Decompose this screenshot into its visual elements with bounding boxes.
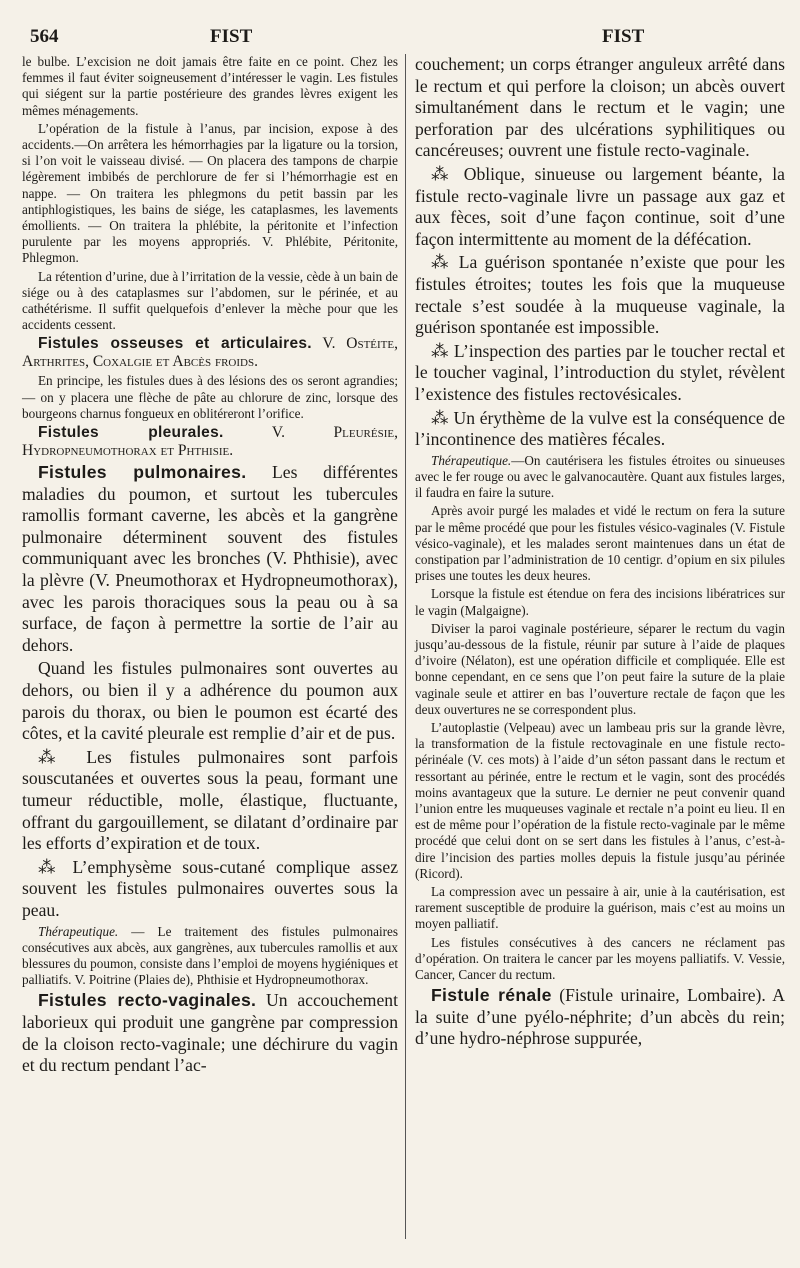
section-label: Thérapeutique.: [38, 923, 119, 939]
section-label: Thérapeutique.: [431, 452, 512, 468]
entry-text: V. Ostéite, Arthrites, Coxalgie et Abcès froids.: [22, 335, 398, 371]
entry-text: V. Pleurésie, Hydropneumothorax et Phthisie.: [22, 424, 398, 460]
entry-heading: Fistules osseuses et articulaires.: [38, 335, 312, 353]
header-left-title: FIST: [210, 26, 253, 47]
paragraph: ⁂ Oblique, sinueuse ou largement béante, la fistule recto-vaginale livre un passage aux gaz et aux fèces, soit d’une façon continue, soit d’une façon intermittente au moment de la défécation.: [415, 163, 785, 249]
paragraph: ⁂ L’emphysème sous-cutané complique assez souvent les fistules pulmonaires ouvertes sous la peau.: [22, 856, 398, 920]
paragraph: le bulbe. L’excision ne doit jamais être faite en ce point. Chez les femmes il faut éviter soigneusement d’intéresser le vagin. Les fistules qui siégent sur la partie postérieure des grandes lèvres exigent les mêmes ménagements.: [22, 54, 398, 118]
paragraph: L’autoplastie (Velpeau) avec un lambeau pris sur la grande lèvre, la transformation de la fistule rectovaginale en une fistule recto-périnéale (V. ces mots) à l’aide d’un séton passant dans le rectum et ressortant au périnée, entre le rectum et le vagin, sont des procédés moins avantageux que la suture. Le dernier ne peut convenir quand l’union entre les muqueuses vaginale et rectale n’a point eu lieu. Il en est de même pour l’opération de la fistule recto-vaginale par le même procédé que celui dont on se sert dans les fistules à l’anus, c’est-à-dire l’incision des parties molles depuis la fistule jusqu’au périnée (Ricord).: [415, 719, 785, 881]
section-text: —On cautérisera les fistules étroites ou sinueuses avec le fer rouge ou avec le galvanocautère. Quant aux fistules larges, il faudra en faire la suture.: [415, 452, 785, 501]
header-right-title: FIST: [602, 26, 645, 47]
entry-text: Les différentes maladies du poumon, et surtout les tubercules ramollis formant caverne, les abcès et la gangrène pulmonaire déterminent souvent des fistules communiquant avec les bronches (V. Phthisie), avec la plèvre (V. Pneumothorax et Hydropneumothorax), avec les parois thoraciques sous la peau ou à sa surface, de façon à permettre la sortie de l’air au dehors.: [22, 462, 399, 655]
entry-text: (Fistule urinaire, Lombaire). A la suite d’une pyélo-néphrite; d’un abcès du rein; d’une hydro-néphrose suppurée,: [415, 985, 786, 1049]
entry-text: Un accouchement laborieux qui produit une gangrène par compression de la cloison recto-vaginale; une déchirure du vagin et du rectum pendant l’ac-: [22, 990, 398, 1076]
paragraph: En principe, les fistules dues à des lésions des os seront agrandies; — on y placera une flèche de pâte au chlorure de zinc, lorsque des bourgeons charnus fongueux en oblitéreront l’orifice.: [22, 373, 398, 421]
paragraph: Après avoir purgé les malades et vidé le rectum on fera la suture par le même procédé que pour les fistules vésico-vaginales (V. Fistule vésico-vaginale), et les malades seront maintenues dans un état de constipation par l’administration de 10 centigr. d’opium en six pilules prises une toutes les deux heures.: [415, 503, 785, 584]
page-number: 564: [30, 26, 59, 47]
entry-heading: Fistules pulmonaires.: [38, 462, 247, 483]
paragraph: ⁂ L’inspection des parties par le toucher rectal et le toucher vaginal, l’introduction du stylet, révèlent l’existence des fistules rectovésicales.: [415, 340, 785, 404]
entry-pulmonaires: [22, 462, 398, 656]
paragraph: La rétention d’urine, due à l’irritation de la vessie, cède à un bain de siége ou à des cataplasmes sur l’abdomen, sur le périnée, et au cathétérisme. Il suffit quelquefois d’enlever la mèche pour que les accidents cessent.: [22, 268, 398, 333]
paragraph: ⁂ Les fistules pulmonaires sont parfois souscutanées et ouvertes sous la peau, formant une tumeur réductible, molle, élastique, fluctuante, offrant du gargouillement, se dilatant d’ordinaire par les efforts d’expiration et de toux.: [22, 746, 398, 854]
paragraph: La compression avec un pessaire à air, unie à la cautérisation, est rarement susceptible de produire la guérison, mais c’est au moins un moyen palliatif.: [415, 883, 785, 932]
left-column: [22, 54, 398, 1079]
column-divider: [405, 54, 406, 1239]
entry-heading: Fistule rénale: [431, 985, 552, 1006]
paragraph: Les fistules consécutives à des cancers ne réclament pas d’opération. On traitera le cancer par les moyens palliatifs. V. Vessie, Cancer, Cancer du rectum.: [415, 934, 785, 982]
section-text: — Le traitement des fistules pulmonaires consécutives aux abcès, aux gangrènes, aux tubercules ramollis et aux blessures du poumon, consiste dans l’emploi de moyens hygiéniques et palliatifs. V. Poitrine (Plaies de), Phthisie et Hydropneumothorax.: [22, 923, 398, 988]
running-header: [30, 22, 770, 52]
entry-heading: Fistules recto-vaginales.: [38, 990, 257, 1011]
entry-renale: [415, 985, 785, 1050]
paragraph: ⁂ Un érythème de la vulve est la conséquence de l’incontinence des matières fécales.: [415, 407, 785, 450]
paragraph: couchement; un corps étranger anguleux arrêté dans le rectum et qui perfore la cloison; un abcès ouvert simultanément dans le rectum et le vagin; une perforation par des ulcérations syphilitiques ou cancéreuses; ouvrent une fistule recto-vaginale.: [415, 54, 785, 161]
entry-recto-vaginales: [22, 990, 398, 1076]
therapeutique-left: [22, 924, 398, 989]
paragraph: Diviser la paroi vaginale postérieure, séparer le rectum du vagin jusqu’au-dessous de la fistule, réunir par suture à l’aide de plaques d’ivoire (Nélaton), est une opération difficile et compliquée. Elle est bonne cependant, en ce sens que l’on peut faire la suture de la plaie vaginale seule et attirer en bas l’ouverture rectale de façon que les deux ouvertures ne se correspondent plus.: [415, 620, 785, 717]
paragraph: ⁂ La guérison spontanée n’existe que pour les fistules étroites; toutes les fois que la muqueuse rectale s’est soudée à la muqueuse vaginale, la guérison spontanée est impossible.: [415, 252, 785, 338]
entry-osseuses: [22, 335, 398, 371]
paragraph: Lorsque la fistule est étendue on fera des incisions libératrices sur le vagin (Malgaigne).: [415, 586, 785, 618]
entry-heading: Fistules pleurales.: [38, 424, 224, 442]
paragraph: Quand les fistules pulmonaires sont ouvertes au dehors, ou bien il y a adhérence du poumon aux parois du thorax, ou bien le poumon est écarté des côtes, et la cavité pleurale est remplie d’air et de pus.: [22, 658, 398, 744]
paragraph: L’opération de la fistule à l’anus, par incision, expose à des accidents.—On arrêtera les hémorrhagies par la ligature ou la torsion, si l’on voit le vaisseau divisé. — On placera des tampons de charpie légèrement imbibés de perchlorure de fer si l’hémorrhagie est en nappe. — On traitera les phlegmons du petit bassin par les antiphlogistiques, les bains de siége, les cataplasmes, les lavements émollients. — On traitera la phlébite, la péritonite et l’infection purulente par les moyens appropriés. V. Phlébite, Péritonite, Phlegmon.: [22, 120, 398, 266]
entry-pleurales: [22, 424, 398, 460]
therapeutique-right: [415, 453, 785, 502]
right-column: [415, 54, 785, 1052]
